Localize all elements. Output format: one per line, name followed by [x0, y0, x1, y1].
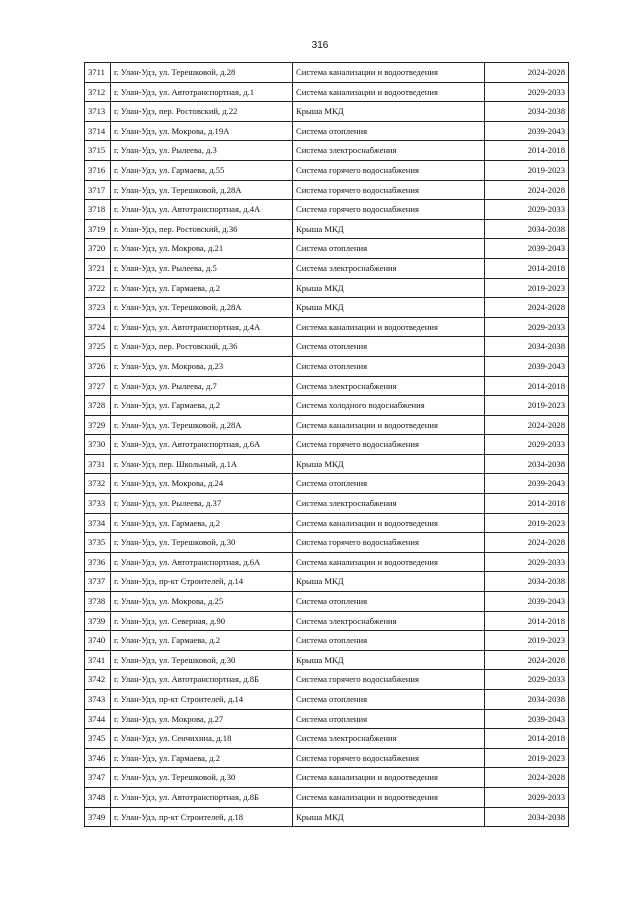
table-row — [85, 298, 569, 318]
system-cell: Система электроснабжения — [293, 376, 485, 396]
row-number-cell: 3723 — [85, 298, 111, 318]
system-cell: Система отопления — [293, 631, 485, 651]
row-number-cell: 3741 — [85, 650, 111, 670]
table-row — [85, 258, 569, 278]
system-cell: Крыша МКД — [293, 572, 485, 592]
address-cell: г. Улан-Удэ, ул. Терешковой, д.30 — [111, 533, 293, 553]
address-cell: г. Улан-Удэ, ул. Автотранспортная, д.8Б — [111, 787, 293, 807]
row-number-cell: 3738 — [85, 592, 111, 612]
table-row — [85, 317, 569, 337]
table-row — [85, 631, 569, 651]
address-cell: г. Улан-Удэ, ул. Мокрова, д.27 — [111, 709, 293, 729]
row-number-cell: 3747 — [85, 768, 111, 788]
system-cell: Система горячего водоснабжения — [293, 435, 485, 455]
address-cell: г. Улан-Удэ, ул. Гармаева, д.2 — [111, 513, 293, 533]
row-number-cell: 3715 — [85, 141, 111, 161]
row-number-cell: 3745 — [85, 729, 111, 749]
period-cell: 2024-2028 — [485, 63, 569, 83]
address-cell: г. Улан-Удэ, пр-кт Строителей, д.14 — [111, 572, 293, 592]
system-cell: Система отопления — [293, 709, 485, 729]
address-cell: г. Улан-Удэ, ул. Терешковой, д.30 — [111, 650, 293, 670]
system-cell: Система горячего водоснабжения — [293, 160, 485, 180]
table-row — [85, 415, 569, 435]
row-number-cell: 3713 — [85, 102, 111, 122]
period-cell: 2024-2028 — [485, 768, 569, 788]
address-cell: г. Улан-Удэ, ул. Мокрова, д.21 — [111, 239, 293, 259]
address-cell: г. Улан-Удэ, ул. Автотранспортная, д.1 — [111, 82, 293, 102]
address-cell: г. Улан-Удэ, ул. Автотранспортная, д.6А — [111, 435, 293, 455]
row-number-cell: 3711 — [85, 63, 111, 83]
period-cell: 2029-2033 — [485, 552, 569, 572]
system-cell: Крыша МКД — [293, 298, 485, 318]
period-cell: 2019-2023 — [485, 160, 569, 180]
period-cell: 2019-2023 — [485, 631, 569, 651]
row-number-cell: 3743 — [85, 690, 111, 710]
table-row — [85, 494, 569, 514]
address-cell: г. Улан-Удэ, ул. Гармаева, д.2 — [111, 396, 293, 416]
registry-table-body — [85, 63, 569, 827]
period-cell: 2034-2038 — [485, 337, 569, 357]
system-cell: Система канализации и водоотведения — [293, 787, 485, 807]
table-row — [85, 787, 569, 807]
table-row — [85, 337, 569, 357]
row-number-cell: 3731 — [85, 454, 111, 474]
system-cell: Система канализации и водоотведения — [293, 513, 485, 533]
table-row — [85, 180, 569, 200]
period-cell: 2024-2028 — [485, 533, 569, 553]
address-cell: г. Улан-Удэ, пр-кт Строителей, д.18 — [111, 807, 293, 827]
address-cell: г. Улан-Удэ, ул. Гармаева, д.55 — [111, 160, 293, 180]
period-cell: 2034-2038 — [485, 454, 569, 474]
address-cell: г. Улан-Удэ, пр-кт Строителей, д.14 — [111, 690, 293, 710]
period-cell: 2034-2038 — [485, 102, 569, 122]
period-cell: 2029-2033 — [485, 82, 569, 102]
table-row — [85, 690, 569, 710]
table-row — [85, 513, 569, 533]
row-number-cell: 3714 — [85, 121, 111, 141]
system-cell: Крыша МКД — [293, 102, 485, 122]
period-cell: 2019-2023 — [485, 513, 569, 533]
period-cell: 2019-2023 — [485, 278, 569, 298]
row-number-cell: 3717 — [85, 180, 111, 200]
row-number-cell: 3726 — [85, 356, 111, 376]
system-cell: Система канализации и водоотведения — [293, 63, 485, 83]
period-cell: 2024-2028 — [485, 650, 569, 670]
address-cell: г. Улан-Удэ, ул. Автотранспортная, д.8Б — [111, 670, 293, 690]
address-cell: г. Улан-Удэ, ул. Северная, д.90 — [111, 611, 293, 631]
table-row — [85, 396, 569, 416]
system-cell: Система канализации и водоотведения — [293, 415, 485, 435]
address-cell: г. Улан-Удэ, ул. Рылеева, д.37 — [111, 494, 293, 514]
period-cell: 2014-2018 — [485, 258, 569, 278]
table-row — [85, 729, 569, 749]
row-number-cell: 3736 — [85, 552, 111, 572]
system-cell: Система горячего водоснабжения — [293, 670, 485, 690]
address-cell: г. Улан-Удэ, ул. Терешковой, д.28А — [111, 415, 293, 435]
row-number-cell: 3729 — [85, 415, 111, 435]
address-cell: г. Улан-Удэ, ул. Автотранспортная, д.6А — [111, 552, 293, 572]
period-cell: 2034-2038 — [485, 572, 569, 592]
period-cell: 2024-2028 — [485, 298, 569, 318]
row-number-cell: 3733 — [85, 494, 111, 514]
system-cell: Система отопления — [293, 239, 485, 259]
period-cell: 2029-2033 — [485, 200, 569, 220]
system-cell: Система канализации и водоотведения — [293, 82, 485, 102]
table-row — [85, 141, 569, 161]
period-cell: 2029-2033 — [485, 670, 569, 690]
period-cell: 2014-2018 — [485, 729, 569, 749]
table-row — [85, 552, 569, 572]
address-cell: г. Улан-Удэ, ул. Терешковой, д.28А — [111, 180, 293, 200]
table-row — [85, 572, 569, 592]
system-cell: Система горячего водоснабжения — [293, 180, 485, 200]
table-row — [85, 709, 569, 729]
system-cell: Крыша МКД — [293, 219, 485, 239]
row-number-cell: 3748 — [85, 787, 111, 807]
row-number-cell: 3737 — [85, 572, 111, 592]
address-cell: г. Улан-Удэ, ул. Рылеева, д.3 — [111, 141, 293, 161]
table-row — [85, 200, 569, 220]
system-cell: Система отопления — [293, 690, 485, 710]
row-number-cell: 3720 — [85, 239, 111, 259]
row-number-cell: 3727 — [85, 376, 111, 396]
table-row — [85, 807, 569, 827]
address-cell: г. Улан-Удэ, ул. Мокрова, д.19А — [111, 121, 293, 141]
address-cell: г. Улан-Удэ, ул. Мокрова, д.25 — [111, 592, 293, 612]
period-cell: 2014-2018 — [485, 141, 569, 161]
address-cell: г. Улан-Удэ, пер. Ростовский, д.36 — [111, 337, 293, 357]
address-cell: г. Улан-Удэ, ул. Терешковой, д.28 — [111, 63, 293, 83]
registry-table — [84, 62, 569, 827]
system-cell: Система отопления — [293, 121, 485, 141]
table-row — [85, 121, 569, 141]
address-cell: г. Улан-Удэ, ул. Гармаева, д.2 — [111, 748, 293, 768]
address-cell: г. Улан-Удэ, пер. Ростовский, д.22 — [111, 102, 293, 122]
system-cell: Система электроснабжения — [293, 611, 485, 631]
system-cell: Крыша МКД — [293, 807, 485, 827]
table-row — [85, 63, 569, 83]
row-number-cell: 3742 — [85, 670, 111, 690]
table-row — [85, 670, 569, 690]
period-cell: 2039-2043 — [485, 356, 569, 376]
table-row — [85, 650, 569, 670]
period-cell: 2034-2038 — [485, 219, 569, 239]
row-number-cell: 3712 — [85, 82, 111, 102]
period-cell: 2014-2018 — [485, 376, 569, 396]
period-cell: 2014-2018 — [485, 611, 569, 631]
system-cell: Система отопления — [293, 592, 485, 612]
system-cell: Крыша МКД — [293, 278, 485, 298]
table-row — [85, 278, 569, 298]
table-row — [85, 219, 569, 239]
system-cell: Система холодного водоснабжения — [293, 396, 485, 416]
table-row — [85, 768, 569, 788]
table-row — [85, 356, 569, 376]
table-row — [85, 592, 569, 612]
address-cell: г. Улан-Удэ, пер. Школьный, д.1А — [111, 454, 293, 474]
address-cell: г. Улан-Удэ, пер. Ростовский, д.36 — [111, 219, 293, 239]
row-number-cell: 3728 — [85, 396, 111, 416]
row-number-cell: 3740 — [85, 631, 111, 651]
table-row — [85, 435, 569, 455]
system-cell: Система канализации и водоотведения — [293, 317, 485, 337]
row-number-cell: 3744 — [85, 709, 111, 729]
table-row — [85, 160, 569, 180]
table-row — [85, 474, 569, 494]
period-cell: 2034-2038 — [485, 807, 569, 827]
system-cell: Система электроснабжения — [293, 729, 485, 749]
row-number-cell: 3735 — [85, 533, 111, 553]
address-cell: г. Улан-Удэ, ул. Автотранспортная, д.4А — [111, 200, 293, 220]
period-cell: 2039-2043 — [485, 474, 569, 494]
period-cell: 2029-2033 — [485, 787, 569, 807]
system-cell: Система отопления — [293, 337, 485, 357]
system-cell: Система отопления — [293, 356, 485, 376]
period-cell: 2039-2043 — [485, 709, 569, 729]
page-number: 316 — [311, 40, 329, 51]
period-cell: 2014-2018 — [485, 494, 569, 514]
row-number-cell: 3719 — [85, 219, 111, 239]
system-cell: Система электроснабжения — [293, 494, 485, 514]
period-cell: 2039-2043 — [485, 121, 569, 141]
row-number-cell: 3722 — [85, 278, 111, 298]
address-cell: г. Улан-Удэ, ул. Гармаева, д.2 — [111, 278, 293, 298]
address-cell: г. Улан-Удэ, ул. Рылеева, д.7 — [111, 376, 293, 396]
table-row — [85, 611, 569, 631]
row-number-cell: 3734 — [85, 513, 111, 533]
address-cell: г. Улан-Удэ, ул. Автотранспортная, д.4А — [111, 317, 293, 337]
address-cell: г. Улан-Удэ, ул. Терешковой, д.28А — [111, 298, 293, 318]
system-cell: Система отопления — [293, 474, 485, 494]
system-cell: Система электроснабжения — [293, 258, 485, 278]
system-cell: Система горячего водоснабжения — [293, 200, 485, 220]
system-cell: Крыша МКД — [293, 650, 485, 670]
table-row — [85, 748, 569, 768]
row-number-cell: 3739 — [85, 611, 111, 631]
period-cell: 2024-2028 — [485, 180, 569, 200]
system-cell: Система канализации и водоотведения — [293, 552, 485, 572]
system-cell: Система горячего водоснабжения — [293, 533, 485, 553]
table-row — [85, 454, 569, 474]
system-cell: Система канализации и водоотведения — [293, 768, 485, 788]
period-cell: 2024-2028 — [485, 415, 569, 435]
row-number-cell: 3725 — [85, 337, 111, 357]
address-cell: г. Улан-Удэ, ул. Рылеева, д.5 — [111, 258, 293, 278]
row-number-cell: 3718 — [85, 200, 111, 220]
period-cell: 2039-2043 — [485, 592, 569, 612]
row-number-cell: 3732 — [85, 474, 111, 494]
row-number-cell: 3721 — [85, 258, 111, 278]
row-number-cell: 3724 — [85, 317, 111, 337]
address-cell: г. Улан-Удэ, ул. Мокрова, д.24 — [111, 474, 293, 494]
address-cell: г. Улан-Удэ, ул. Терешковой, д.30 — [111, 768, 293, 788]
table-row — [85, 102, 569, 122]
system-cell: Система горячего водоснабжения — [293, 748, 485, 768]
table-row — [85, 239, 569, 259]
address-cell: г. Улан-Удэ, ул. Гармаева, д.2 — [111, 631, 293, 651]
row-number-cell: 3716 — [85, 160, 111, 180]
period-cell: 2034-2038 — [485, 690, 569, 710]
row-number-cell: 3749 — [85, 807, 111, 827]
table-row — [85, 82, 569, 102]
address-cell: г. Улан-Удэ, ул. Сенчихина, д.18 — [111, 729, 293, 749]
table-row — [85, 376, 569, 396]
system-cell: Система электроснабжения — [293, 141, 485, 161]
address-cell: г. Улан-Удэ, ул. Мокрова, д.23 — [111, 356, 293, 376]
period-cell: 2019-2023 — [485, 748, 569, 768]
row-number-cell: 3746 — [85, 748, 111, 768]
period-cell: 2019-2023 — [485, 396, 569, 416]
period-cell: 2029-2033 — [485, 435, 569, 455]
period-cell: 2029-2033 — [485, 317, 569, 337]
row-number-cell: 3730 — [85, 435, 111, 455]
system-cell: Крыша МКД — [293, 454, 485, 474]
table-row — [85, 533, 569, 553]
period-cell: 2039-2043 — [485, 239, 569, 259]
